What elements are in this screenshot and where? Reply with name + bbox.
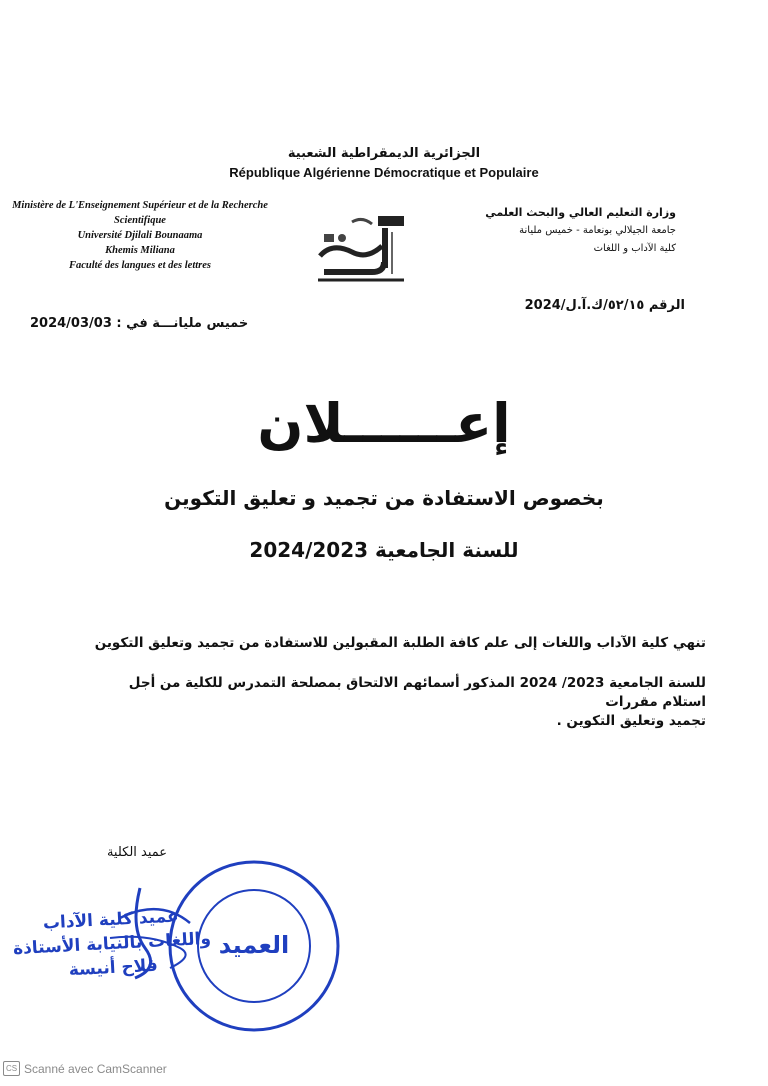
arabic-republic-header: الجزائرية الديمقراطية الشعبية [287, 146, 481, 161]
ministry-block-arabic [456, 204, 676, 258]
faculty-line: Faculté des langues et des lettres [68, 260, 212, 271]
body-paragraph: للسنة الجامعية 2023/ 2024 المذكور أسمائهم الالتحاق بمصلحة التمدرس للكلية من أجل استلام مقررات [128, 675, 706, 710]
academic-year: للسنة الجامعية 2024/2023 [249, 538, 519, 562]
body-paragraph: تنهي كلية الآداب واللغات إلى علم كافة الطلبة المقبولين للاستفادة من تجميد وتعليق التكوين [94, 635, 706, 651]
announcement-title: إعــــــلان [257, 392, 511, 455]
french-republic-header: République Algérienne Démocratique et Populaire [229, 165, 539, 180]
university-line: Université Djilali Bounaama [77, 230, 203, 241]
ministry-line: Scientifique [114, 215, 166, 226]
city-line: Khemis Miliana [105, 245, 175, 256]
stamp-center-text: العميد [218, 931, 290, 959]
announcement-subject: بخصوص الاستفادة من تجميد و تعليق التكوين [164, 486, 604, 510]
scanner-footer [3, 1061, 167, 1076]
ministry-block-french [10, 198, 270, 273]
signatory-handwritten-name: عميد كلية الآداب واللغات بالنيابة الأستاذة فلاح أنيسة [12, 906, 212, 981]
ministry-line-ar: وزارة التعليم العالي والبحث العلمي [485, 206, 676, 219]
announcement-body [90, 634, 706, 731]
document-date: خميس مليانـــة في : 2024/03/03 [30, 316, 249, 331]
scanner-footer-text: Scanné avec CamScanner [24, 1061, 167, 1076]
reference-number: الرقم ٥٢/١٥/ك.آ.ل/2024 [524, 298, 685, 313]
camscanner-icon: CS [3, 1061, 20, 1076]
university-line-ar: جامعة الجيلالي بونعامة - خميس مليانة [519, 225, 676, 236]
svg-text:جامعة الجيلالي بونعامة خميس مل [165, 857, 173, 860]
faculty-line-ar: كلية الآداب و اللغات [593, 243, 676, 254]
stamp-ring-text [165, 857, 173, 860]
body-paragraph: تجميد وتعليق التكوين . [556, 713, 706, 729]
ministry-line: Ministère de L'Enseignement Supérieur et de la Recherche [12, 200, 268, 211]
university-logo-icon [312, 212, 410, 286]
dean-title: عميد الكلية [106, 845, 168, 860]
